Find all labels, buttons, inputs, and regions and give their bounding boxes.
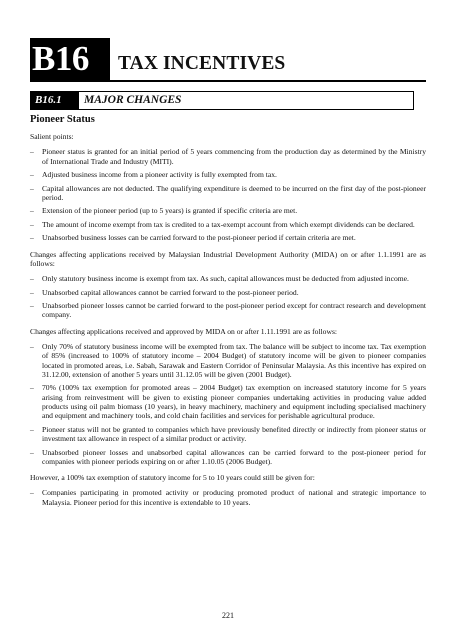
page-number: 221 — [222, 611, 234, 620]
dash-bullet: – — [30, 274, 34, 284]
changes-1991-intro: Changes affecting applications received by Malaysian Industrial Development Authority (MIDA) on or after 1.1.1991 are as follows: — [30, 249, 426, 268]
dash-bullet: – — [30, 147, 34, 157]
dash-bullet: – — [30, 170, 34, 180]
list-item: – Only statutory business income is exempt from tax. As such, capital allowances must be deducted from adjusted income. — [30, 274, 409, 284]
changes-nov1991-intro: Changes affecting applications received and approved by MIDA on or after 1.11.1991 are as follows: — [30, 326, 338, 336]
list-item: – The amount of income exempt from tax is credited to a tax-exempt account from which exempt dividends can be declared. — [30, 219, 415, 229]
chapter-title: TAX INCENTIVES — [118, 53, 286, 74]
dash-bullet: – — [30, 287, 34, 297]
list-item: – Capital allowances are not deducted. The qualifying expenditure is deemed to be incurred on the first day of the post-pioneer period. — [30, 183, 426, 202]
dash-bullet: – — [30, 233, 34, 243]
dash-bullet: – — [30, 488, 34, 498]
dash-bullet: – — [30, 424, 34, 434]
list-item: – Unabsorbed business losses can be carried forward to the post-pioneer period if certain criteria are met. — [30, 233, 356, 243]
list-item: – Unabsorbed capital allowances cannot be carried forward to the post-pioneer period. — [30, 287, 299, 297]
chapter-header — [30, 38, 426, 82]
however-paragraph: However, a 100% tax exemption of statutory income for 5 to 10 years could still be given for: — [30, 473, 315, 483]
dash-bullet: – — [30, 447, 34, 457]
section-code: B16.1 — [31, 92, 79, 109]
changes-nov1991-list — [30, 342, 426, 466]
dash-bullet: – — [30, 183, 34, 193]
intro-paragraph: Salient points: — [30, 132, 74, 141]
list-item: – Unabsorbed pioneer losses and unabsorbed capital allowances can be carried forward to the post-pioneer period for companies with pioneer periods expiring on or after 1.10.05 (2006 Budget). — [30, 447, 426, 466]
however-list — [30, 488, 426, 507]
list-item: – Only 70% of statutory business income will be exempted from tax. The balance will be subject to income tax. Tax exemption of 85% (increased to 100% of statutory income – 2004 Budget) of statutory income will be given to pioneer companies located in promoted areas, i.e. Sabah, Sarawak and Eastern Corridor of Peninsular Malaysia. As this incentive has expired on 31.12.00, extension of another 5 years until 31.12.05 will be given (2001 Budget). — [30, 342, 426, 379]
dash-bullet: – — [30, 301, 34, 311]
list-item: – Adjusted business income from a pioneer activity is fully exempted from tax. — [30, 170, 277, 180]
section-title: MAJOR CHANGES — [84, 94, 182, 106]
list-item: – Extension of the pioneer period (up to 5 years) is granted if specific criteria are met. — [30, 206, 298, 216]
changes-1991-list — [30, 274, 426, 320]
salient-points-list — [30, 147, 426, 242]
section-header — [30, 91, 414, 110]
dash-bullet: – — [30, 219, 34, 229]
list-item: – Companies participating in promoted activity or producing promoted product of national and strategic importance to Malaysia. Pioneer period for this incentive is extendable to 10 years. — [30, 488, 426, 507]
list-item: – Pioneer status is granted for an initial period of 5 years commencing from the production day as determined by the Ministry of International Trade and Industry (MITI). — [30, 147, 426, 166]
dash-bullet: – — [30, 383, 34, 393]
list-item: – Pioneer status will not be granted to companies which have previously benefited directly or indirectly from pioneer status or investment tax allowance in respect of a similar product or activity. — [30, 424, 426, 444]
subheading-pioneer-status: Pioneer Status — [30, 114, 95, 125]
list-item: – 70% (100% tax exemption for promoted areas – 2004 Budget) tax exemption on increased statutory income for 5 years arising from reinvestment will be given to existing pioneer companies undertaking activities in producing value added products using oil palm biomass (10 years), in heavy machinery, machinery and equipment including specialised machinery and equipment and machinery tools, and cold chain facilities and services for perishable agricultural produce. — [30, 383, 426, 421]
dash-bullet: – — [30, 206, 34, 216]
dash-bullet: – — [30, 342, 34, 352]
chapter-code: B16 — [30, 38, 110, 80]
body-text — [30, 113, 426, 514]
list-item: – Unabsorbed pioneer losses cannot be carried forward to the post-pioneer period except for contract research and development company. — [30, 301, 426, 320]
